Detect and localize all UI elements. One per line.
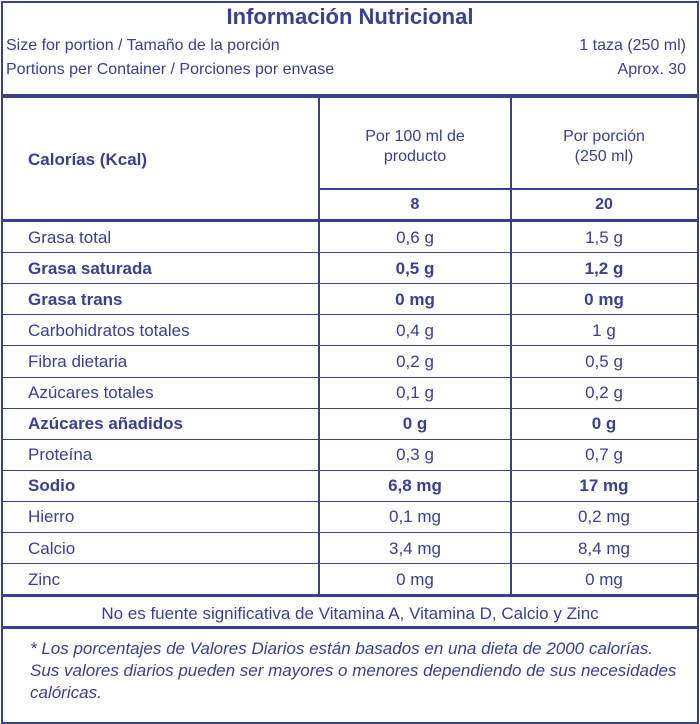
nutrient-name: Azúcares añadidos [28, 414, 183, 434]
serving-size-label: Size for portion / Tamaño de la porción [6, 37, 280, 54]
nutrient-per100: 0,4 g [396, 320, 434, 340]
nutrient-name: Zinc [28, 569, 61, 589]
col-per100-line2: producto [383, 148, 447, 165]
serving-size-value: 1 taza (250 ml) [579, 37, 686, 54]
nutrient-per100: 0,6 g [396, 227, 434, 247]
col-portion-line2: (250 ml) [574, 148, 634, 165]
nutrient-portion: 0,7 g [585, 445, 623, 465]
col-portion-line1: Por porción [563, 128, 645, 145]
nutrient-portion: 1,5 g [585, 227, 623, 247]
nutrient-name: Fibra dietaria [28, 351, 128, 371]
nutrient-name: Calcio [28, 538, 76, 558]
nutrient-per100: 0 mg [396, 569, 434, 589]
nutrient-name: Grasa saturada [28, 258, 152, 278]
nutrient-portion: 0 mg [584, 289, 624, 309]
nutrient-portion: 0 mg [585, 569, 623, 589]
nutrient-name: Grasa total [28, 227, 112, 247]
col-per100-header [321, 122, 509, 172]
table-bottom-divider [1, 594, 699, 597]
portions-label: Portions per Container / Porciones por envase [6, 61, 335, 78]
meta-divider [1, 94, 699, 98]
nutrient-portion: 8,4 mg [578, 538, 630, 558]
kcal-portion: 20 [595, 196, 613, 213]
nutrient-per100: 0 g [402, 414, 428, 434]
serving-size-row [6, 37, 686, 55]
nutrient-name: Sodio [28, 476, 76, 496]
nutrient-portion: 0,5 g [585, 351, 623, 371]
vitamins-note: No es fuente significativa de Vitamina A, Vitamina D, Calcio y Zinc [101, 604, 599, 623]
nutrient-portion: 17 mg [579, 476, 629, 496]
panel-title: Información Nutricional [226, 4, 474, 29]
nutrient-name: Carbohidratos totales [28, 320, 190, 340]
nutrient-portion: 1,2 g [584, 258, 624, 278]
nutrient-portion: 0,2 mg [578, 507, 630, 527]
portions-row [6, 61, 686, 79]
nutrient-per100: 0,2 g [396, 351, 434, 371]
nutrient-per100: 0,3 g [396, 445, 434, 465]
footnote-divider [1, 626, 699, 629]
nutrient-name: Grasa trans [28, 289, 123, 309]
nutrient-per100: 0,5 g [395, 258, 435, 278]
nutrient-per100: 0,1 g [396, 383, 434, 403]
nutrient-portion: 0 g [591, 414, 617, 434]
nutrient-name: Proteína [28, 445, 93, 465]
nutrient-portion: 0,2 g [585, 383, 623, 403]
col-portion-header [513, 122, 695, 172]
col-per100-line1: Por 100 ml de [365, 128, 465, 145]
calories-label: Calorías (Kcal) [28, 150, 148, 169]
nutrient-per100: 0 mg [395, 289, 435, 309]
nutrient-name: Hierro [28, 507, 75, 527]
daily-values-note: * Los porcentajes de Valores Diarios están basados en una dieta de 2000 calorías. Sus valores diarios pueden ser mayores o menores dependiendo de sus necesidades calóricas. [30, 639, 677, 702]
nutrient-per100: 3,4 mg [389, 538, 441, 558]
kcal-per100: 8 [410, 196, 420, 213]
nutrient-per100: 0,1 mg [389, 507, 441, 527]
nutrient-name: Azúcares totales [28, 383, 154, 403]
nutrient-portion: 1 g [592, 320, 616, 340]
portions-value: Aprox. 30 [617, 61, 686, 78]
nutrient-per100: 6,8 mg [388, 476, 442, 496]
